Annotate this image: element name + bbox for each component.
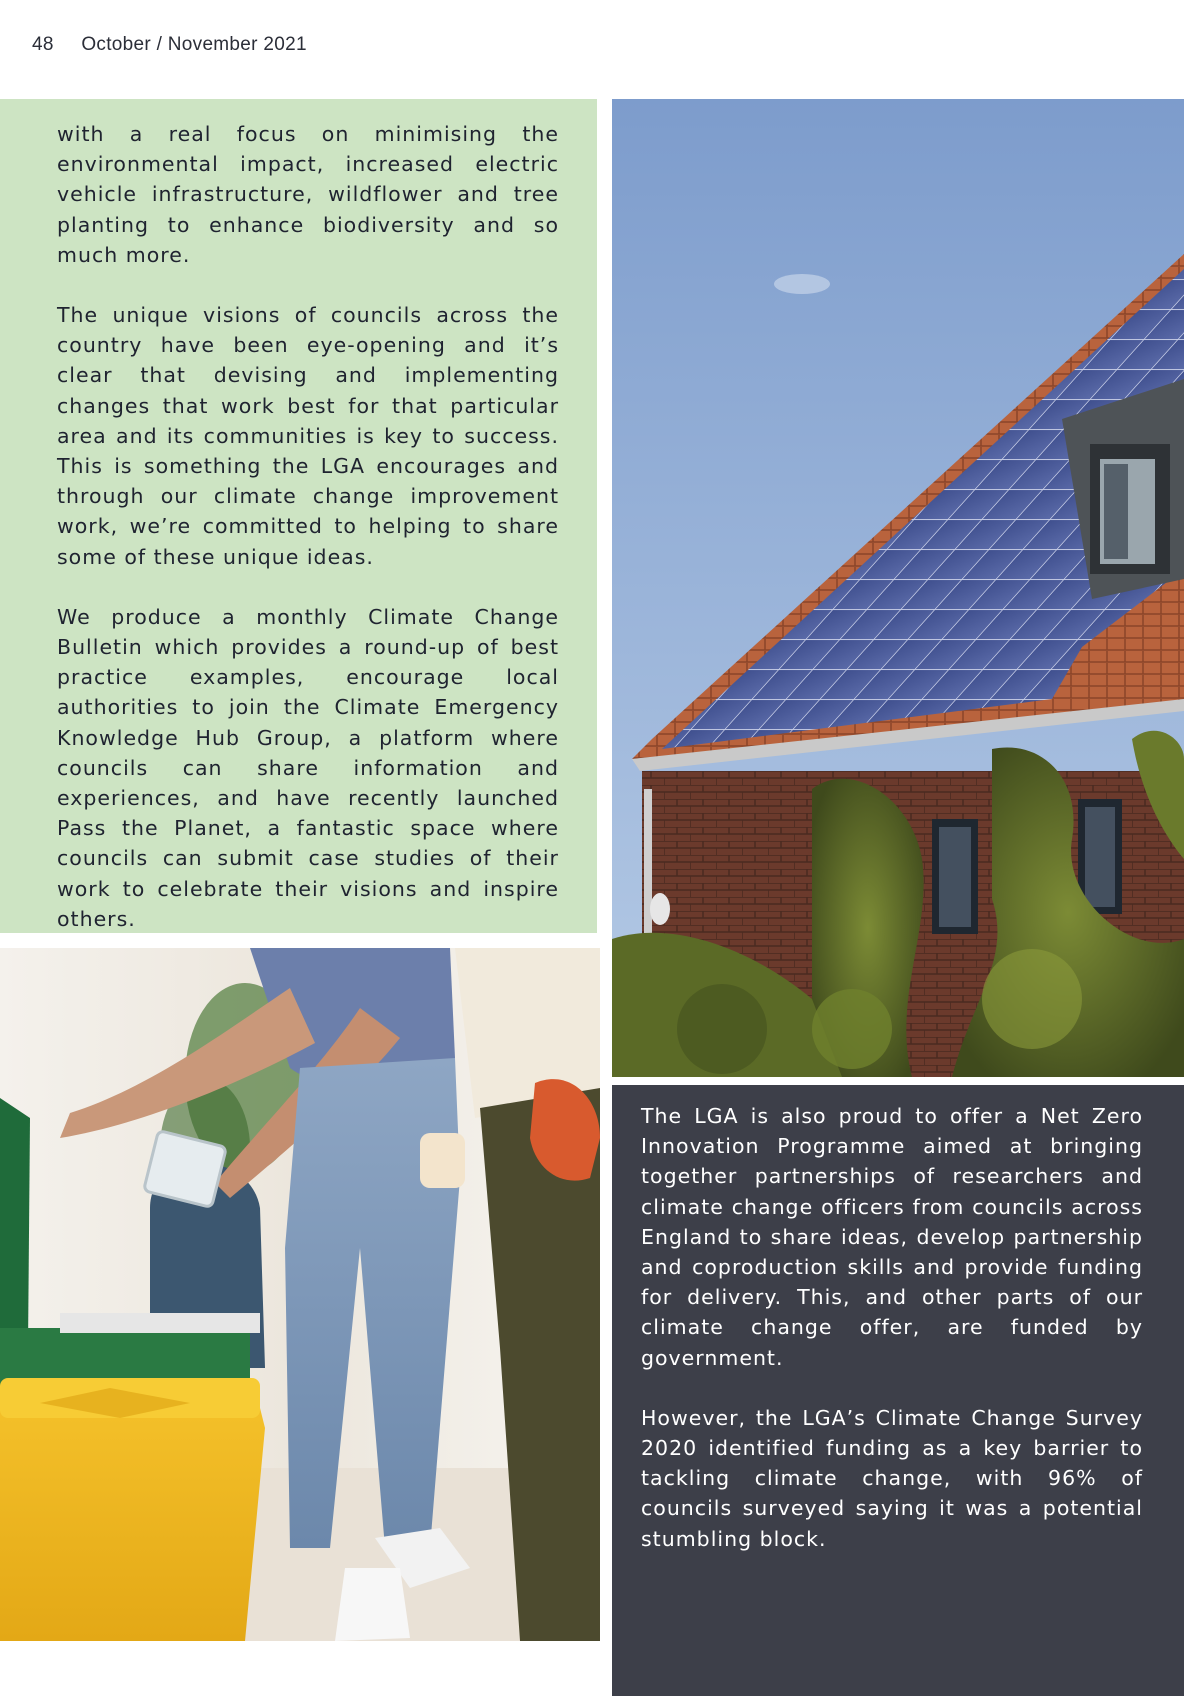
- dark-paragraph-1: The LGA is also proud to offer a Net Zero Innovation Programme aimed at bringing together partnerships of researchers and climate change officers from councils across England to share ideas, develop partnership and coproduction skills and provide funding for delivery. This, and other parts of our climate change offer, are funded by government.: [641, 1104, 1143, 1370]
- green-paragraph-2: The unique visions of councils across the country have been eye-opening and it’s clear that devising and implementing changes that work best for that particular area and its communities is key to success. This is something the LGA encourages and through our climate change improvement work, we’re committed to helping to share some of these unique ideas.: [57, 303, 559, 569]
- page-header: [32, 34, 307, 56]
- solar-roof-house-photo: [612, 99, 1184, 1077]
- dark-paragraph-2: However, the LGA’s Climate Change Survey 2020 identified funding as a key barrier to tackling climate change, with 96% of councils surveyed saying it was a potential stumbling block.: [641, 1405, 1143, 1551]
- green-paragraph-1: with a real focus on minimising the environmental impact, increased electric vehicle infrastructure, wildflower and tree planting to enhance biodiversity and so much more.: [57, 122, 559, 267]
- recycling-bins-photo: [0, 948, 600, 1641]
- green-panel-text: [57, 119, 559, 964]
- page-number: 48: [32, 34, 54, 55]
- green-paragraph-3: We produce a monthly Climate Change Bulletin which provides a round-up of best practice examples, encourage local authorities to join the Climate Emergency Knowledge Hub Group, a platform where councils can share information and experiences, and have recently launched Pass the Planet, a fantastic space where councils can submit case studies of their work to celebrate their visions and inspire others.: [57, 604, 559, 931]
- dark-panel-text: [641, 1101, 1143, 1584]
- issue-date: October / November 2021: [81, 34, 307, 55]
